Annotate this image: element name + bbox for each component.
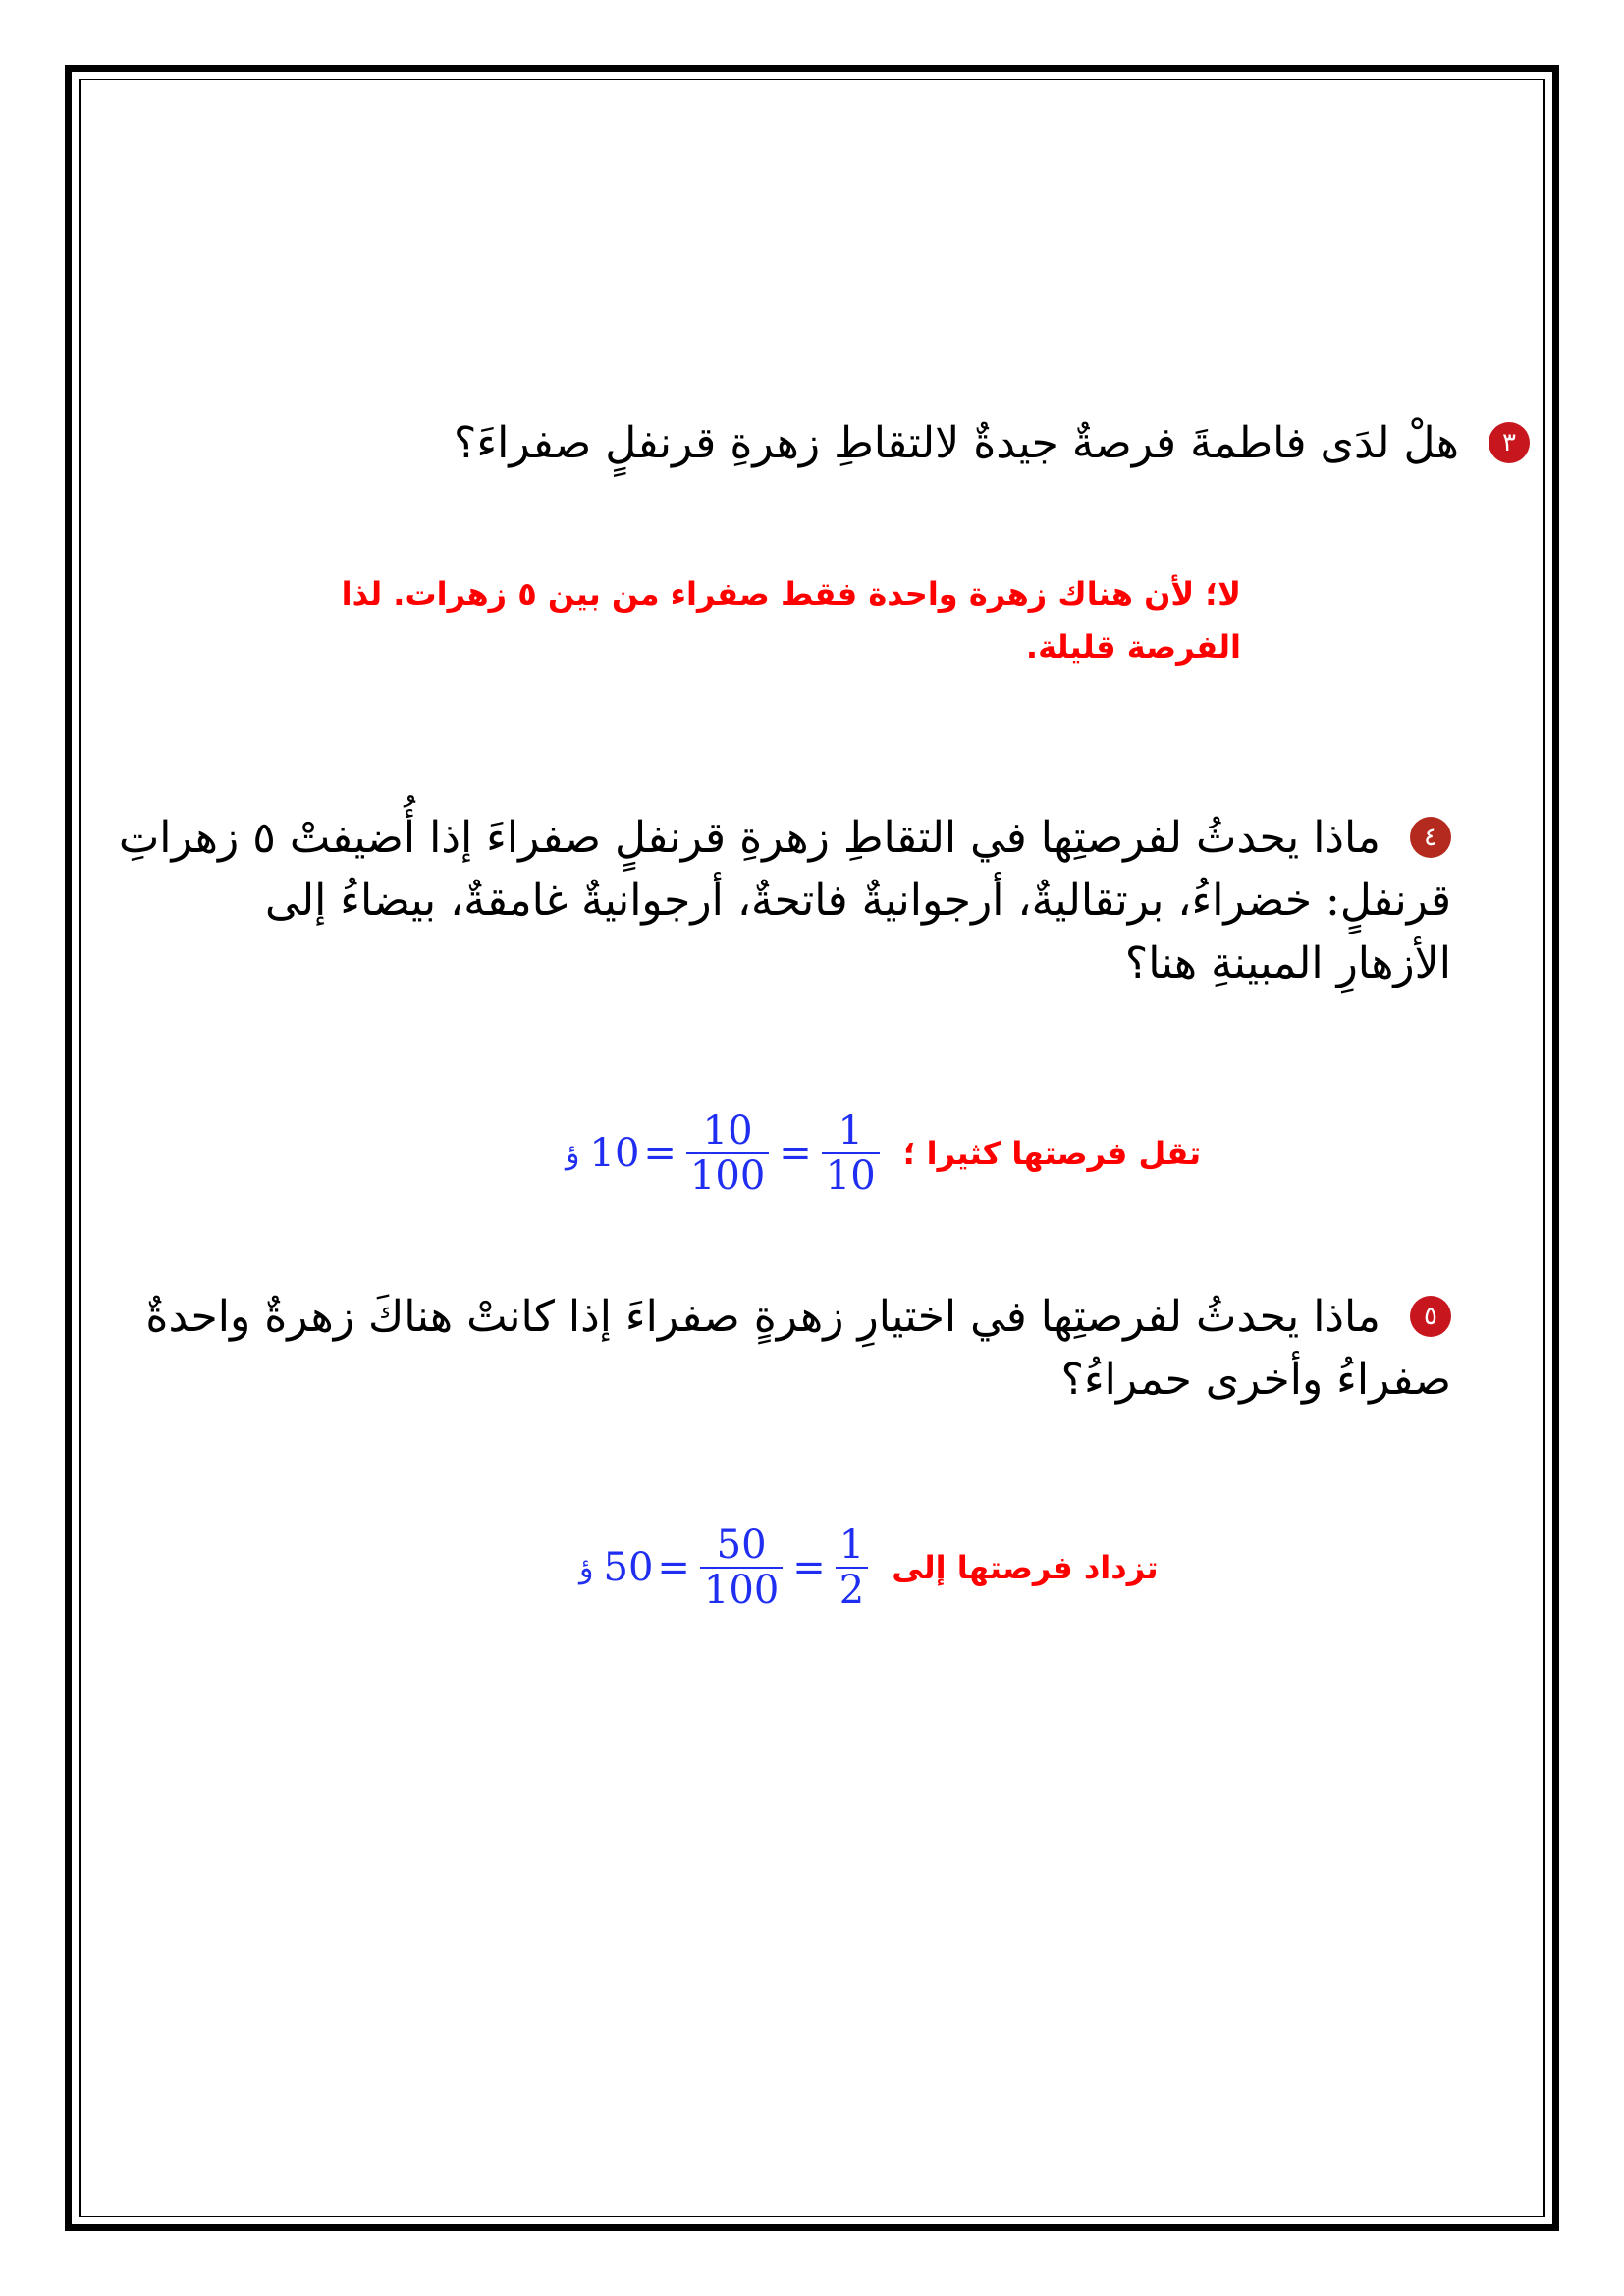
- answer-5-fraction-2-numerator: 50: [716, 1522, 767, 1568]
- answer-5-equation: [579, 1523, 1159, 1612]
- question-5: [96, 1286, 1451, 1412]
- answer-5-equals-sign-2: =: [792, 1545, 826, 1590]
- question-4-number-badge: ٤: [1410, 817, 1451, 858]
- answer-5-result: 50: [603, 1545, 654, 1590]
- answer-4-equals-sign-1: =: [643, 1131, 677, 1176]
- answer-5-fraction-2: [700, 1523, 783, 1612]
- question-3-number-badge: ٣: [1489, 422, 1530, 463]
- answer-4-fraction-2-numerator: 10: [702, 1108, 753, 1153]
- answer-5-fraction-1-denominator: 2: [836, 1567, 868, 1612]
- question-4-line-3: الأزهارِ المبينةِ هنا؟: [1124, 938, 1451, 988]
- question-4-line-2: قرنفلٍ: خضراءُ، برتقاليةٌ، أرجوانيةٌ فاتحةٌ، أرجوانيةٌ غامقةٌ، بيضاءُ إلى: [265, 876, 1451, 926]
- question-3-text: هلْ لدَى فاطمةَ فرصةٌ جيدةٌ لالتقاطِ زهرةِ قرنفلٍ صفراءَ؟: [454, 418, 1459, 468]
- question-5-line-2: صفراءُ وأخرى حمراءُ؟: [1060, 1355, 1451, 1405]
- answer-4-equation: [566, 1109, 1201, 1198]
- answer-4-fraction-2-denominator: 100: [686, 1152, 769, 1198]
- question-5-line-1: ماذا يحدثُ لفرصتِها في اختيارِ زهرةٍ صفراءَ إذا كانتْ هناكَ زهرةٌ واحدةٌ: [145, 1292, 1380, 1342]
- answer-4-fraction-2: [686, 1109, 769, 1198]
- answer-4-fraction-1: [822, 1109, 880, 1198]
- answer-4-equals-sign-2: =: [779, 1131, 812, 1176]
- answer-4-label: تقل فرصتها كثيرا ؛: [902, 1135, 1202, 1172]
- question-4-line-1: ماذا يحدثُ لفرصتِها في التقاطِ زهرةِ قرنفلٍ صفراءَ إذا أُضيفتْ ٥ زهراتِ: [118, 813, 1380, 863]
- answer-5-percent-unit: ؤ: [579, 1550, 594, 1585]
- answer-3: [259, 567, 1241, 673]
- answer-5-fraction-2-denominator: 100: [700, 1567, 783, 1612]
- answer-5-fraction-1-numerator: 1: [839, 1522, 865, 1568]
- question-3: [96, 412, 1530, 475]
- answer-4-result: 10: [589, 1131, 640, 1176]
- answer-3-line-2: الفرصة قليلة.: [1025, 628, 1241, 666]
- question-5-number-badge: ٥: [1410, 1296, 1451, 1337]
- answer-4-fraction-1-numerator: 1: [838, 1108, 863, 1153]
- answer-5-fraction-1: [836, 1523, 868, 1612]
- answer-3-line-1: لا؛ لأن هناك زهرة واحدة فقط صفراء من بين ٥ زهرات. لذا: [341, 575, 1241, 613]
- answer-4-percent-unit: ؤ: [566, 1136, 580, 1171]
- answer-5-label: تزداد فرصتها إلى: [892, 1549, 1159, 1586]
- answer-5-equals-sign-1: =: [657, 1545, 690, 1590]
- answer-4-fraction-1-denominator: 10: [822, 1152, 880, 1198]
- question-4: [96, 807, 1451, 995]
